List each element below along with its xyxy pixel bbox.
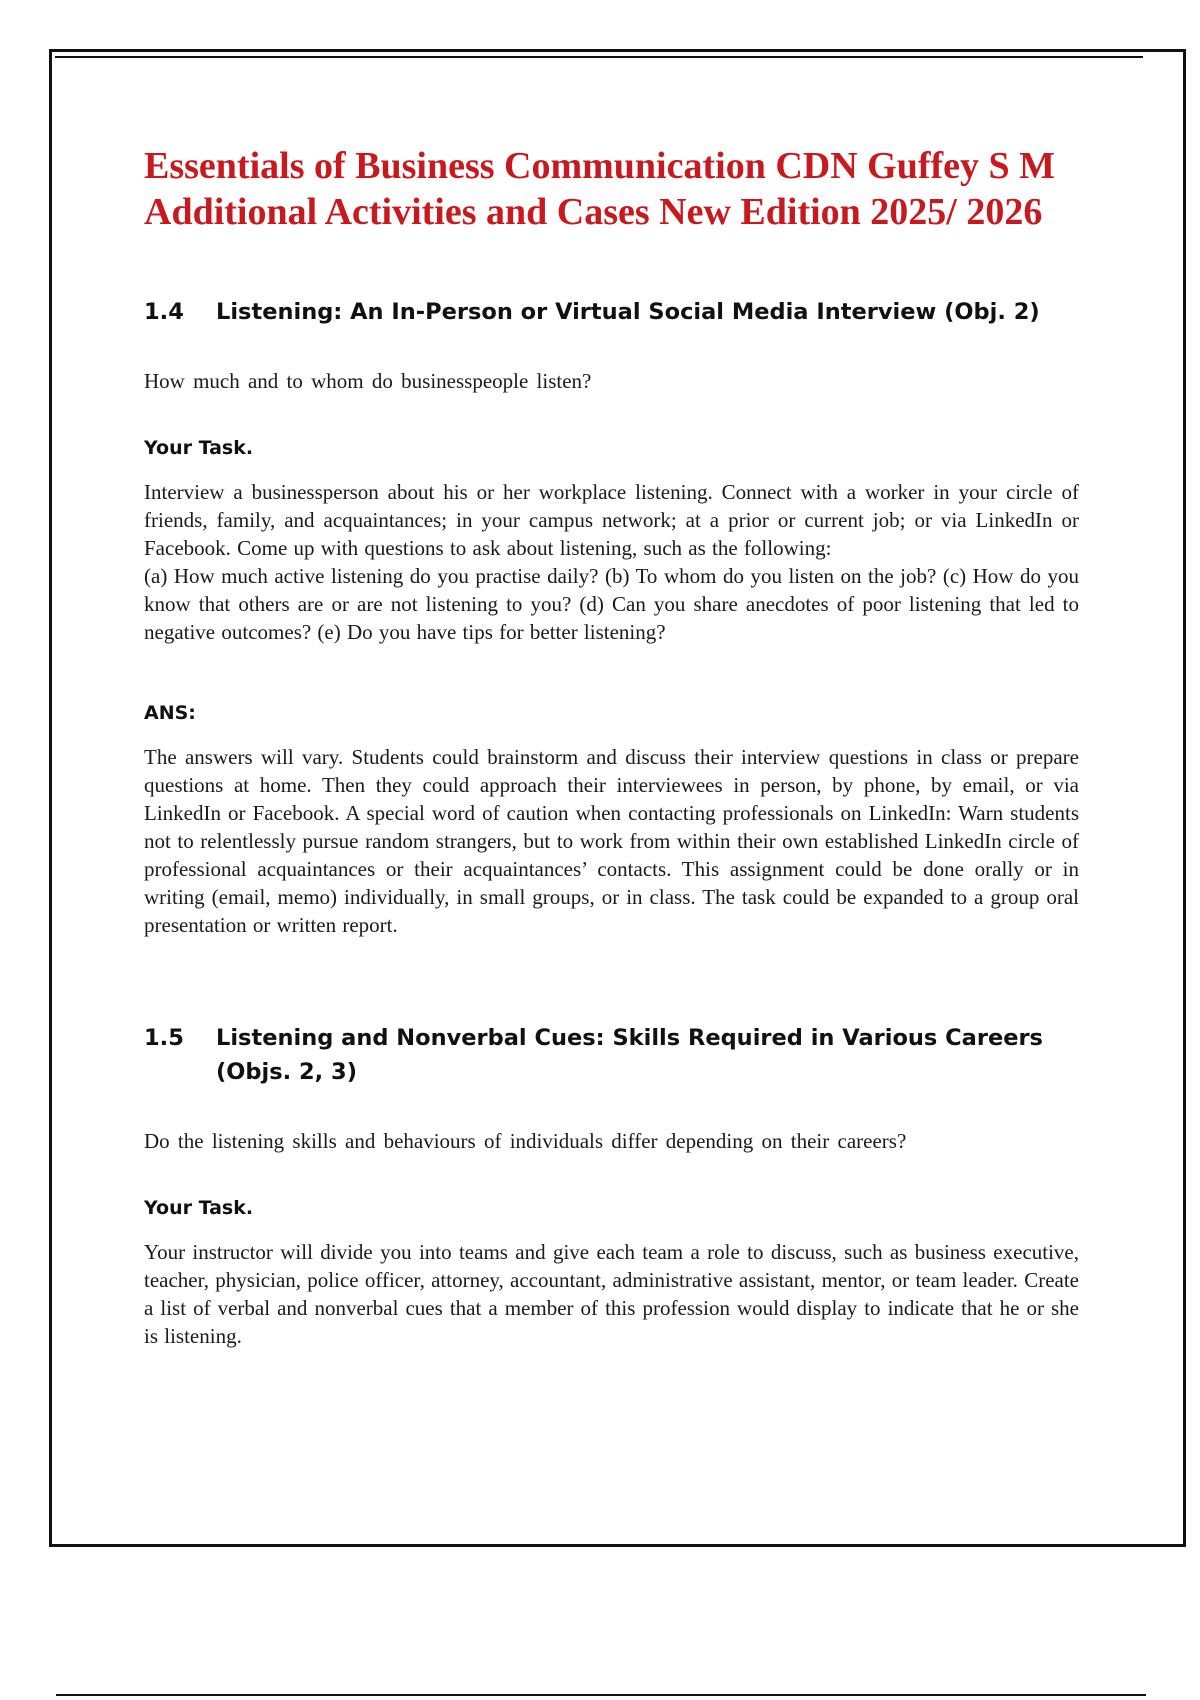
document-title: Essentials of Business Communication CDN Guffey S M Additional Activities and Cases New Edition 2025/ 2026 bbox=[144, 145, 1056, 233]
task-text-block bbox=[144, 478, 1079, 646]
task-label: Your Task. bbox=[144, 437, 254, 459]
section-intro: How much and to whom do businesspeople listen? bbox=[144, 369, 592, 393]
task-text: Your instructor will divide you into teams and give each team a role to discuss, such as business executive, teacher, physician, police officer, attorney, accountant, administrative assistant, mentor, or team leader. Create a list of verbal and nonverbal cues that a member of this profession would display to indicate that he or she is listening. bbox=[144, 1240, 1079, 1348]
section-heading bbox=[144, 1021, 1079, 1089]
bottom-rule bbox=[56, 1694, 1146, 1696]
section-title: Listening and Nonverbal Cues: Skills Required in Various Careers (Objs. 2, 3) bbox=[216, 1025, 1043, 1085]
task-label: Your Task. bbox=[144, 1197, 254, 1219]
top-rule bbox=[55, 56, 1143, 58]
task-questions: (a) How much active listening do you practise daily? (b) To whom do you listen on the job? (c) How do you know that others are or are not listening to you? (d) Can you share anecdotes of poor listening that led to negative outcomes? (e) Do you have tips for better listening? bbox=[144, 564, 1079, 644]
answer-text: The answers will vary. Students could brainstorm and discuss their interview questions in class or prepare questions at home. Then they could approach their interviewees in person, by phone, by email, or via LinkedIn or Facebook. A special word of caution when contacting professionals on LinkedIn: Warn students not to relentlessly pursue random strangers, but to work from within their own established LinkedIn circle of professional acquaintances or their acquaintances’ contacts. This assignment could be done orally or in writing (email, memo) individually, in small groups, or in class. The task could be expanded to a group oral presentation or written report. bbox=[144, 745, 1079, 937]
answer-label: ANS: bbox=[144, 702, 196, 724]
section-intro: Do the listening skills and behaviours of individuals differ depending on their careers? bbox=[144, 1129, 907, 1153]
document-body bbox=[144, 143, 1079, 1350]
section-1-4 bbox=[144, 295, 1079, 939]
section-title: Listening: An In-Person or Virtual Social Media Interview (Obj. 2) bbox=[216, 299, 1040, 325]
section-number: 1.5 bbox=[144, 1025, 184, 1051]
section-1-5 bbox=[144, 1021, 1079, 1350]
section-heading bbox=[144, 295, 1079, 329]
task-text: Interview a businessperson about his or her workplace listening. Connect with a worker in your circle of friends, family, and acquaintances; in your campus network; at a prior or current job; or via LinkedIn or Facebook. Come up with questions to ask about listening, such as the following: bbox=[144, 480, 1079, 560]
section-number: 1.4 bbox=[144, 299, 184, 325]
